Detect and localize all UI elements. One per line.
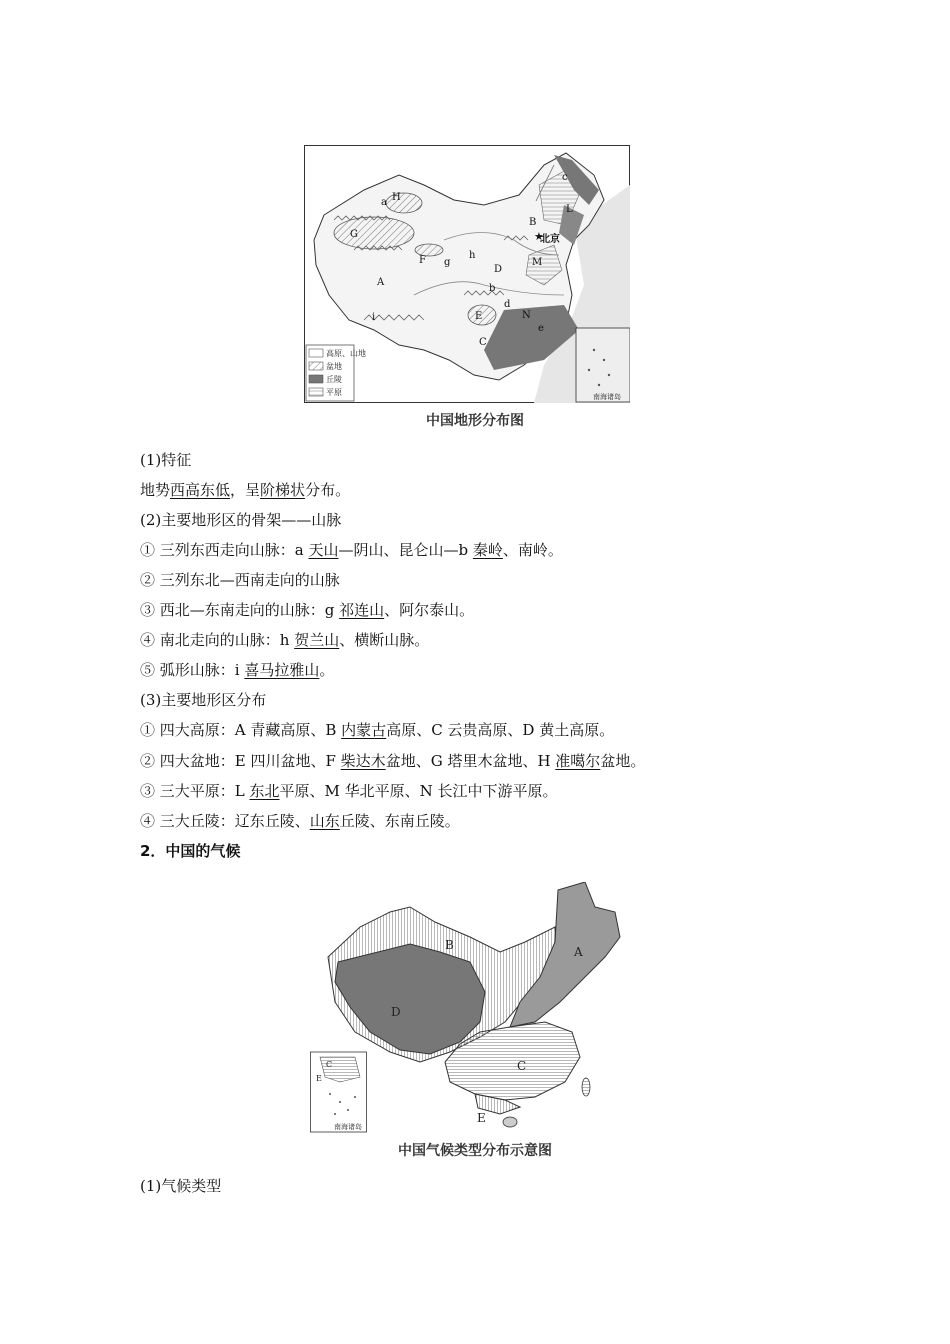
svg-text:a: a [381, 197, 387, 208]
mountain-line-4: ④ 南北走向的山脉：h 贺兰山、横断山脉。 [140, 631, 430, 649]
climate-map-caption: 中国气候类型分布示意图 [398, 1143, 552, 1159]
svg-text:A: A [574, 945, 583, 959]
svg-text:L: L [566, 204, 573, 215]
svg-text:H: H [392, 192, 401, 203]
climate-map [310, 882, 640, 1134]
svg-text:c: c [562, 172, 568, 183]
climate-inset-label: 南海诸岛 [334, 1123, 362, 1131]
svg-text:h: h [469, 250, 476, 261]
distribution-line-1: ① 四大高原：A 青藏高原、B 内蒙古高原、C 云贵高原、D 黄土高原。 [140, 721, 615, 739]
distribution-line-4: ④ 三大丘陵：辽东丘陵、山东丘陵、东南丘陵。 [140, 812, 460, 830]
terrain-inset-label: 南海诸岛 [593, 393, 621, 401]
svg-text:E: E [316, 1074, 322, 1083]
svg-text:D: D [391, 1005, 401, 1019]
distribution-line-2: ② 四大盆地：E 四川盆地、F 柴达木盆地、G 塔里木盆地、H 准噶尔盆地。 [140, 752, 646, 770]
terrain-map-caption: 中国地形分布图 [426, 413, 524, 429]
feature-title: (1)特征 [140, 451, 192, 469]
legend-plain: 平原 [326, 388, 342, 397]
svg-text:F: F [419, 255, 426, 266]
svg-text:C: C [479, 337, 487, 348]
distribution-title: (3)主要地形区分布 [140, 691, 267, 709]
climate-types-title: (1)气候类型 [140, 1177, 222, 1195]
distribution-line-3: ③ 三大平原：L 东北平原、M 华北平原、N 长江中下游平原。 [140, 782, 558, 800]
svg-text:i: i [372, 312, 376, 323]
mountain-line-1: ① 三列东西走向山脉：a 天山—阴山、昆仑山—b 秦岭、南岭。 [140, 541, 563, 559]
svg-text:C: C [517, 1059, 527, 1073]
svg-text:N: N [522, 310, 531, 321]
svg-text:M: M [532, 257, 543, 268]
mountain-line-5: ⑤ 弧形山脉：i 喜马拉雅山。 [140, 661, 335, 679]
legend-hills: 丘陵 [326, 375, 342, 384]
svg-text:B: B [445, 938, 454, 952]
svg-text:d: d [504, 299, 511, 310]
svg-text:C: C [326, 1060, 333, 1069]
legend-basin: 盆地 [326, 362, 342, 371]
svg-text:E: E [475, 311, 483, 322]
terrain-map [304, 145, 630, 403]
svg-text:G: G [350, 229, 358, 240]
mountain-line-2: ② 三列东北—西南走向的山脉 [140, 571, 340, 589]
svg-text:A: A [377, 277, 385, 288]
svg-text:D: D [494, 264, 503, 275]
feature-line: 地势西高东低，呈阶梯状分布。 [140, 481, 351, 499]
skeleton-title: (2)主要地形区的骨架——山脉 [140, 511, 342, 529]
svg-text:E: E [477, 1111, 486, 1125]
svg-text:g: g [444, 257, 451, 268]
legend-plateau: 高原、山地 [326, 349, 366, 358]
climate-heading: 2．中国的气候 [140, 842, 241, 860]
svg-text:B: B [529, 217, 537, 228]
svg-text:b: b [489, 283, 496, 294]
beijing-label: 北京 [540, 234, 560, 245]
svg-text:e: e [538, 323, 544, 334]
mountain-line-3: ③ 西北—东南走向的山脉：g 祁连山、阿尔泰山。 [140, 601, 475, 619]
svg-text:★: ★ [534, 230, 544, 243]
